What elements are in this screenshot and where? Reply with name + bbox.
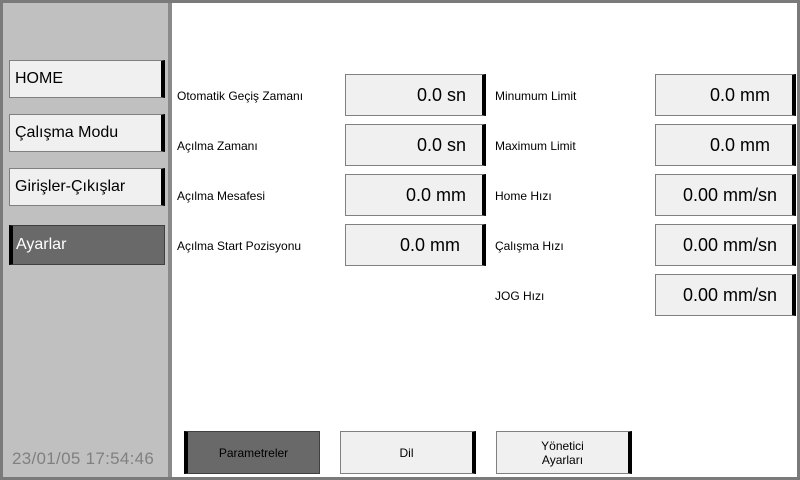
value-home-hizi[interactable] <box>655 174 796 216</box>
tab-label <box>541 439 584 467</box>
value-text: 0.0 sn <box>416 134 466 155</box>
datetime-display: 23/01/05 17:54:46 <box>12 449 155 468</box>
tab-label-line1: Dil <box>399 445 414 460</box>
sidebar <box>3 3 168 477</box>
tab-label-line1: Parametreler <box>218 445 289 460</box>
nav-girisler-cikislar-button[interactable] <box>9 168 165 206</box>
tab-yonetici-ayarlari-button[interactable] <box>496 431 632 474</box>
nav-home-button[interactable] <box>9 60 165 98</box>
value-text: 0.0 mm <box>399 234 460 255</box>
value-maximum-limit[interactable] <box>655 124 796 166</box>
param-label-maximum-limit: Maximum Limit <box>495 139 576 153</box>
sidebar-divider <box>168 3 172 477</box>
value-text: 0.00 mm/sn <box>682 284 777 305</box>
param-label-home-hizi: Home Hızı <box>495 189 552 203</box>
param-label-acilma-zamani: Açılma Zamanı <box>177 139 258 153</box>
value-text: 0.00 mm/sn <box>682 184 777 205</box>
value-text: 0.0 sn <box>416 84 466 105</box>
value-acilma-zamani[interactable] <box>345 124 486 166</box>
tab-dil-button[interactable] <box>340 431 476 474</box>
param-label-acilma-mesafesi: Açılma Mesafesi <box>177 189 266 203</box>
value-text: 0.0 mm <box>405 184 466 205</box>
nav-calisma-modu-button[interactable] <box>9 114 165 152</box>
value-text: 0.00 mm/sn <box>682 234 777 255</box>
value-text: 0.0 mm <box>709 84 770 105</box>
param-label-calisma-hizi: Çalışma Hızı <box>495 239 564 253</box>
value-acilma-mesafesi[interactable] <box>345 174 486 216</box>
nav-ayarlar-button[interactable] <box>9 225 165 265</box>
nav-calisma-modu-label: Çalışma Modu <box>15 124 119 141</box>
value-jog-hizi[interactable] <box>655 274 796 316</box>
value-otomatik-gecis-zamani[interactable] <box>345 74 486 116</box>
param-label-jog-hizi: JOG Hızı <box>495 289 545 303</box>
value-acilma-start-pozisyonu[interactable] <box>345 224 486 266</box>
tab-label-line2: Ayarları <box>541 452 584 467</box>
nav-home-label: HOME <box>15 70 63 87</box>
param-label-otomatik-gecis-zamani: Otomatik Geçiş Zamanı <box>177 89 304 103</box>
nav-girisler-cikislar-label: Girişler-Çıkışlar <box>15 178 126 195</box>
value-minumum-limit[interactable] <box>655 74 796 116</box>
tab-label <box>219 446 288 460</box>
value-calisma-hizi[interactable] <box>655 224 796 266</box>
nav-ayarlar-label: Ayarlar <box>16 236 67 253</box>
param-label-acilma-start-pozisyonu: Açılma Start Pozisyonu <box>177 239 302 253</box>
value-text: 0.0 mm <box>709 134 770 155</box>
tab-label-line1: Yönetici <box>541 438 584 453</box>
tab-label <box>400 446 414 460</box>
tab-parametreler-button[interactable] <box>184 431 320 474</box>
param-label-minumum-limit: Minumum Limit <box>495 89 577 103</box>
